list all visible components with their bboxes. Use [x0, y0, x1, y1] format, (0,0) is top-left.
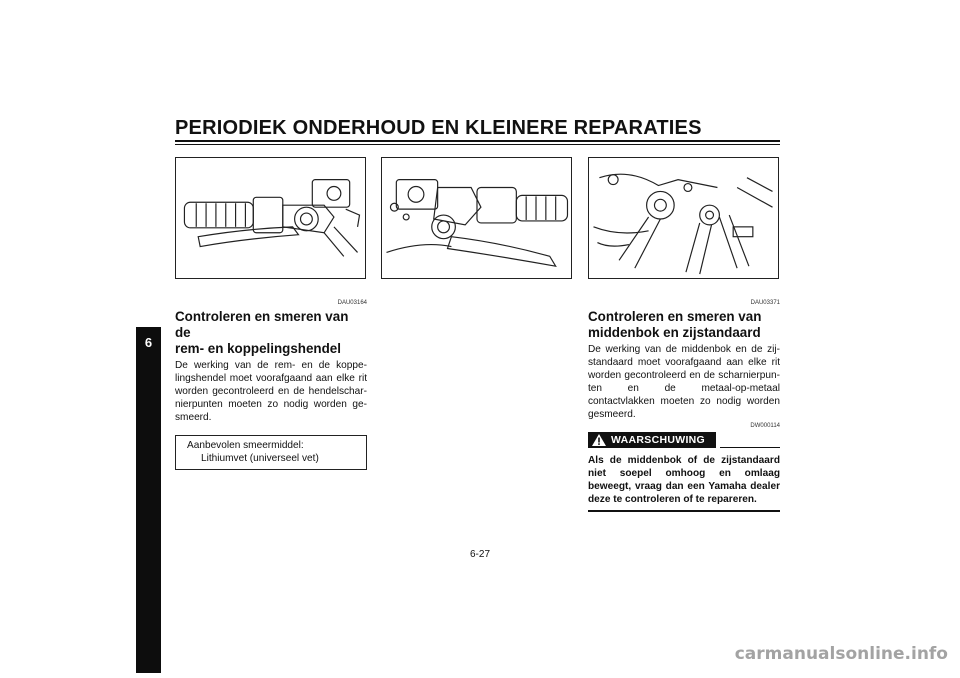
heading-line-1: Controleren en smeren van de — [175, 309, 349, 340]
lever-section — [175, 300, 367, 470]
lubricant-label: Aanbevolen smeermiddel: — [187, 440, 304, 451]
heading-line-2: rem- en koppelingshendel — [175, 341, 341, 356]
brake-lever-illustration — [175, 157, 366, 279]
stand-section — [588, 300, 780, 512]
page-title: PERIODIEK ONDERHOUD EN KLEINERE REPARATIES — [175, 117, 702, 139]
brake-lever-drawing — [176, 158, 365, 278]
section-body: De werking van de rem- en de koppe-lingshendel moet voorafgaand aan elke rit worden gecontroleerd en de hendelschar-nierpunten moeten zo nodig worden ge-smeerd. — [175, 360, 367, 423]
warning-header — [588, 432, 780, 450]
section-heading — [175, 309, 367, 357]
warning-code: DW000114 — [750, 423, 780, 429]
stand-illustration — [588, 157, 779, 279]
heading-line-1: Controleren en smeren van — [588, 309, 762, 324]
clutch-lever-drawing — [382, 158, 571, 278]
warning-end-rule — [588, 510, 780, 512]
warning-triangle-icon — [592, 434, 606, 446]
page-number: 6-27 — [469, 549, 490, 560]
lubricant-box — [175, 435, 367, 470]
watermark: carmanualsonline.info — [734, 644, 948, 664]
warning-text: Als de middenbok of de zijstandaard niet soepel omhoog en omlaag beweegt, vraag dan een Yamaha dealer deze te controleren of te repareren. — [588, 455, 780, 505]
clutch-lever-illustration — [381, 157, 572, 279]
heading-line-2: middenbok en zijstandaard — [588, 325, 761, 340]
warning-label: WAARSCHUWING — [611, 434, 706, 446]
section-code: DAU03371 — [750, 300, 780, 306]
title-rule — [175, 140, 780, 142]
warning-rule — [720, 447, 780, 448]
section-body: De werking van de middenbok en de zij-standaard moet voorafgaand aan elke rit worden gecontroleerd en de scharnierpun-ten en de metaal-op-metaal contactvlakken moeten zo nodig worden gesmeerd. — [588, 344, 780, 420]
chapter-tab — [136, 327, 161, 673]
section-code: DAU03164 — [337, 300, 367, 306]
warning-badge — [588, 432, 716, 448]
section-heading — [588, 309, 780, 341]
title-rule-thin — [175, 144, 780, 145]
lubricant-value: Lithiumvet (universeel vet) — [201, 453, 319, 464]
chapter-number: 6 — [144, 335, 153, 350]
stand-drawing — [589, 158, 778, 278]
